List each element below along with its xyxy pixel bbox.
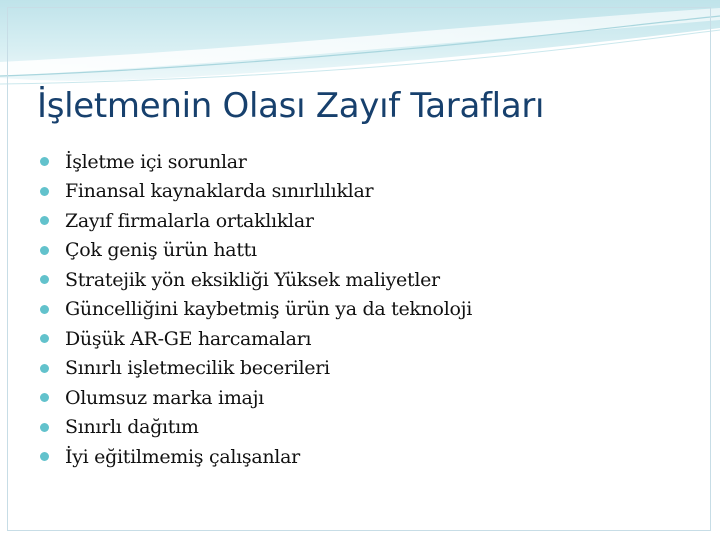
list-item: [40, 383, 472, 413]
slide-title: İşletmenin Olası Zayıf Tarafları: [37, 86, 545, 126]
list-item: [40, 206, 472, 236]
bullet-dot-icon: [40, 393, 49, 402]
list-item: [40, 265, 472, 295]
bullet-text: Sınırlı dağıtım: [65, 416, 199, 439]
list-item: [40, 413, 472, 443]
list-item: [40, 147, 472, 177]
list-item: [40, 177, 472, 207]
list-item: [40, 324, 472, 354]
bullet-list: [40, 147, 472, 472]
bullet-text: İşletme içi sorunlar: [65, 150, 247, 173]
bullet-dot-icon: [40, 157, 49, 166]
bullet-dot-icon: [40, 364, 49, 373]
bullet-text: Finansal kaynaklarda sınırlılıklar: [65, 180, 374, 203]
bullet-text: Çok geniş ürün hattı: [65, 239, 257, 262]
bullet-dot-icon: [40, 452, 49, 461]
bullet-text: Zayıf firmalarla ortaklıklar: [65, 209, 314, 232]
bullet-text: İyi eğitilmemiş çalışanlar: [65, 445, 300, 468]
bullet-text: Düşük AR-GE harcamaları: [65, 327, 312, 350]
list-item: [40, 295, 472, 325]
bullet-text: Güncelliğini kaybetmiş ürün ya da teknoloji: [65, 298, 472, 321]
bullet-text: Sınırlı işletmecilik becerileri: [65, 357, 330, 380]
bullet-dot-icon: [40, 187, 49, 196]
bullet-dot-icon: [40, 216, 49, 225]
list-item: [40, 442, 472, 472]
list-item: [40, 354, 472, 384]
bullet-dot-icon: [40, 423, 49, 432]
list-item: [40, 236, 472, 266]
bullet-text: Olumsuz marka imajı: [65, 386, 264, 409]
bullet-text: Stratejik yön eksikliği Yüksek maliyetler: [65, 268, 440, 291]
bullet-dot-icon: [40, 305, 49, 314]
bullet-dot-icon: [40, 334, 49, 343]
bullet-dot-icon: [40, 275, 49, 284]
bullet-dot-icon: [40, 246, 49, 255]
